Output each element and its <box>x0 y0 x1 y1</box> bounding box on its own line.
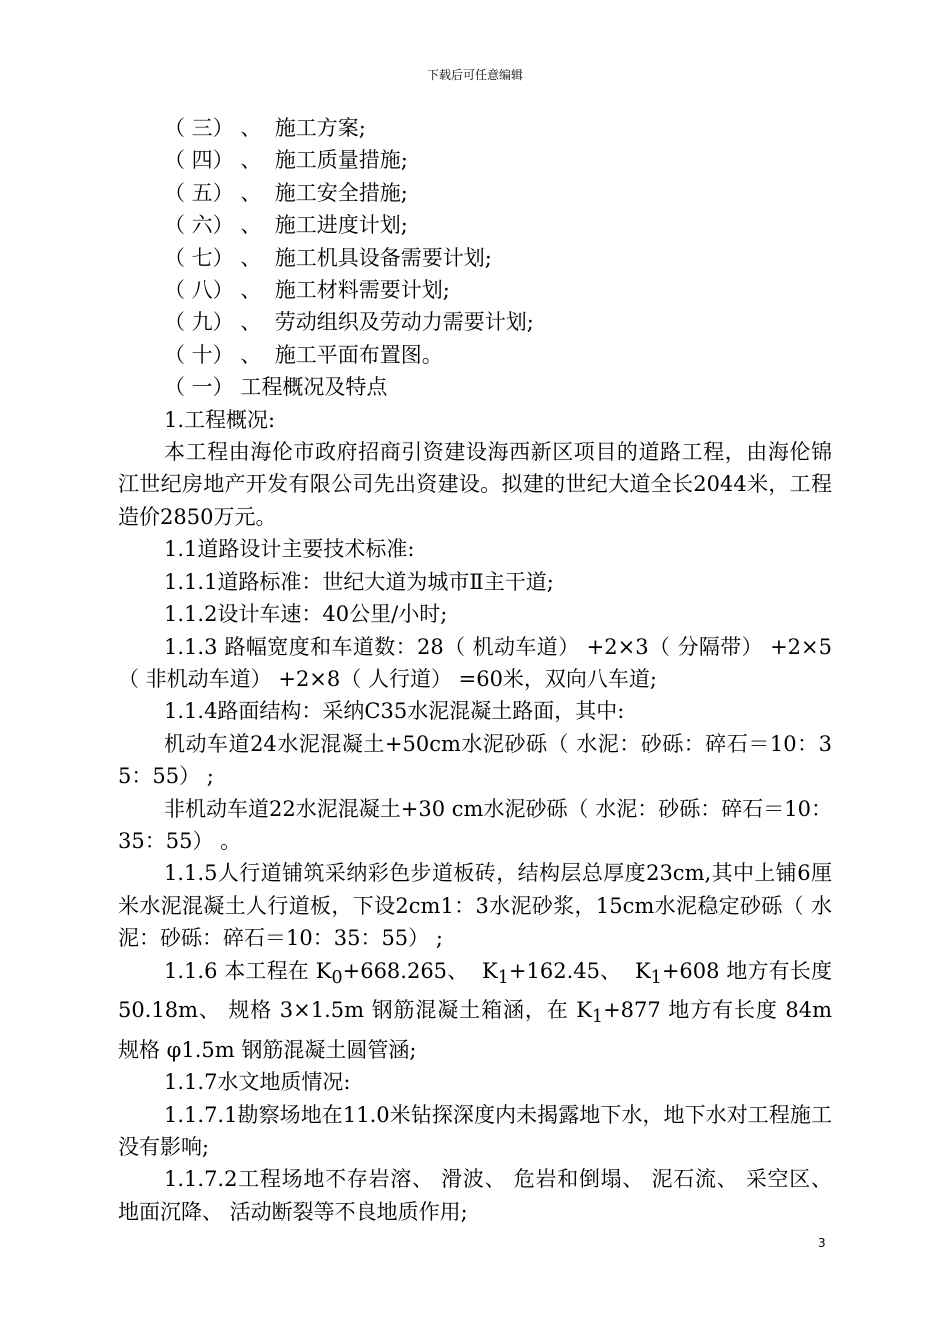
culvert-sub-0: 0 <box>331 967 343 988</box>
paragraph-geology-hazards: 1.1.7.2工程场地不存岩溶、 滑波、 危岩和倒塌、 泥石流、 采空区、 地面沉降、 活动断裂等不良地质作用; <box>118 1167 839 1224</box>
culvert-sub-1: 1 <box>497 967 509 988</box>
culvert-sub-2: 1 <box>650 967 662 988</box>
toc-item-9: （ 九） 、 劳动组织及劳动力需要计划; <box>164 310 534 335</box>
culvert-text-e: +877 地方有长度 84m 规格 φ1.5m 钢筋混凝土圆管涵; <box>118 998 839 1062</box>
toc-item-7: （ 七） 、 施工机具设备需要计划; <box>164 245 492 270</box>
paragraph-hydrogeology: 1.1.7水文地质情况: <box>164 1070 351 1095</box>
paragraph-overview: 本工程由海伦市政府招商引资建设海西新区项目的道路工程，由海伦锦江世纪房地产开发有限公司先出资建设。拟建的世纪大道全长2044米，工程造价2850万元。 <box>118 440 832 529</box>
paragraph-non-motor-lane: 非机动车道22水泥混凝土+30 cm水泥砂砾（ 水泥：砂砾：碎石＝10：35：55） 。 <box>118 796 832 853</box>
page-header: 下载后可任意编辑 <box>426 68 523 82</box>
culvert-text-b: +668.265、 K <box>342 958 498 983</box>
toc-item-5: （ 五） 、 施工安全措施; <box>164 180 408 205</box>
toc-item-8: （ 八） 、 施工材料需要计划; <box>164 278 450 303</box>
paragraph-design-speed: 1.1.2设计车速：40公里/小时; <box>164 602 448 627</box>
toc-item-6: （ 六） 、 施工进度计划; <box>164 213 408 238</box>
toc-item-4: （ 四） 、 施工质量措施; <box>164 148 408 173</box>
paragraph-road-width: 1.1.3 路幅宽度和车道数：28（ 机动车道） +2×3（ 分隔带） +2×5（ 非机动车道） +2×8（ 人行道） =60米，双向八车道; <box>118 634 832 691</box>
paragraph-design-standards: 1.1道路设计主要技术标准: <box>164 537 415 562</box>
paragraph-groundwater: 1.1.7.1勘察场地在11.0米钻探深度内未揭露地下水，地下水对工程施工没有影响; <box>118 1102 832 1159</box>
culvert-text-a: 1.1.6 本工程在 K <box>164 958 332 983</box>
culvert-text-d: +608 地方有长度 50.18m、 规格 3×1.5m 钢筋混凝土箱涵，在 K <box>118 958 839 1023</box>
overview-title: 1.工程概况: <box>164 407 276 432</box>
toc-item-3: （ 三） 、 施工方案; <box>164 116 366 140</box>
paragraph-road-standard: 1.1.1道路标准：世纪大道为城市Ⅱ主干道; <box>164 569 554 594</box>
culvert-sub-3: 1 <box>591 1007 604 1028</box>
toc-item-10: （ 十） 、 施工平面布置图。 <box>164 342 443 367</box>
page-number: 3 <box>818 1236 826 1250</box>
paragraph-sidewalk: 1.1.5人行道铺筑采纳彩色步道板砖，结构层总厚度23cm,其中上铺6厘米水泥混凝土人行道板，下设2cm1：3水泥砂浆，15cm水泥稳定砂砾（ 水泥：砂砾：碎石＝10：35：55） ; <box>118 861 832 951</box>
document-body <box>118 112 839 1228</box>
paragraph-motor-lane: 机动车道24水泥混凝土+50cm水泥砂砾（ 水泥：砂砾：碎石＝10：35：55） ; <box>118 731 832 789</box>
culvert-text-c: +162.45、 K <box>508 958 651 983</box>
paragraph-pavement-structure: 1.1.4路面结构：采纳C35水泥混凝土路面，其中: <box>164 699 625 724</box>
section-title: （ 一） 工程概况及特点 <box>164 375 388 400</box>
paragraph-culverts <box>118 955 839 1067</box>
